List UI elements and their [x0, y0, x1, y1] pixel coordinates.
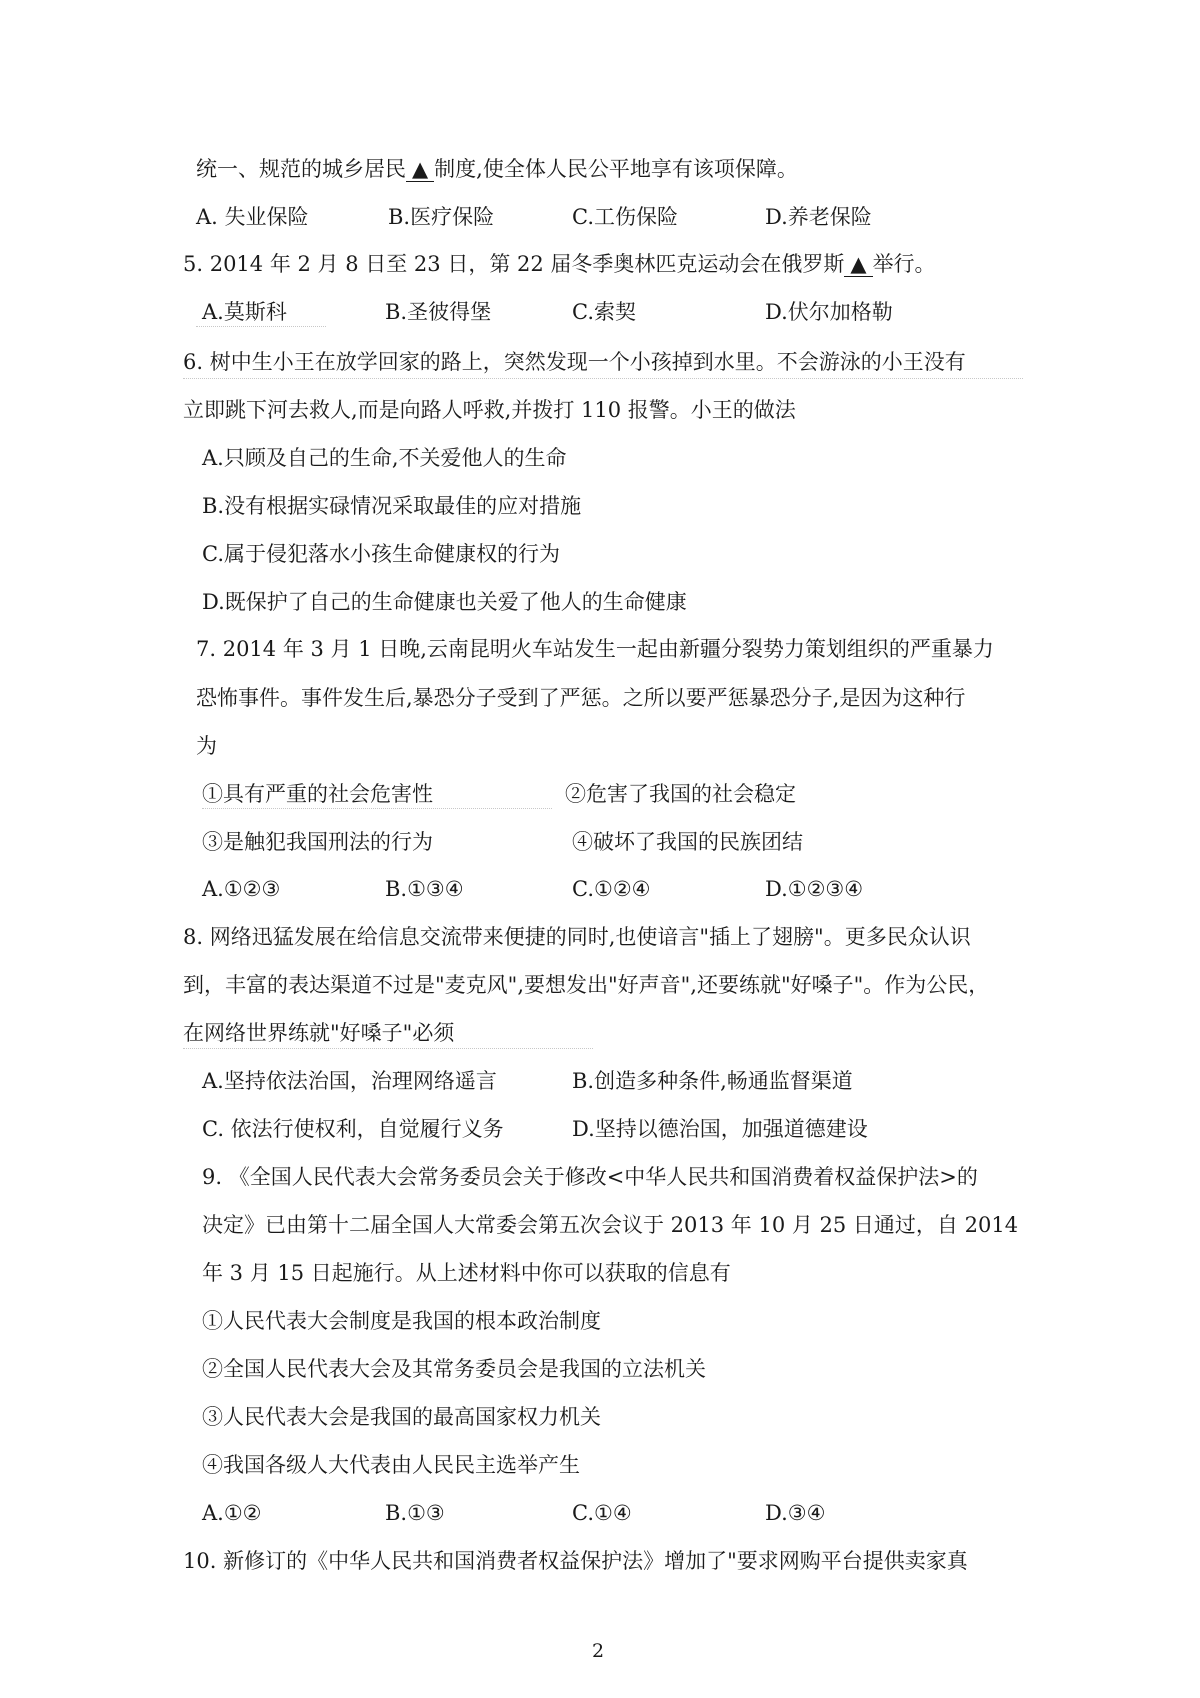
q7-option-c: C.①②④ — [572, 877, 651, 901]
q9-item-1: ①人民代表大会制度是我国的根本政治制度 — [202, 1309, 601, 1333]
q7-option-d: D.①②③④ — [765, 877, 864, 901]
q9-item-3: ③人民代表大会是我国的最高国家权力机关 — [202, 1405, 601, 1429]
q9-option-c: C.①④ — [572, 1501, 632, 1525]
q8-stem-line-3: 在网络世界练就"好嗓子"必须 — [183, 1021, 455, 1045]
q6-option-b: B.没有根据实碌情况采取最佳的应对措施 — [202, 494, 582, 518]
q4-option-b: B.医疗保险 — [388, 205, 495, 229]
q5-stem: 5. 2014 年 2 月 8 日至 23 日，第 22 届冬季奥林匹克运动会在俄罗斯 ▲ 举行。 — [183, 252, 936, 276]
q8-option-b: B.创造多种条件,畅通监督渠道 — [572, 1069, 853, 1093]
q8-stem-line-1: 8. 网络迅猛发展在给信息交流带来便捷的同时,也使谙言"插上了翅膀"。更多民众认识 — [183, 925, 971, 949]
q9-item-2: ②全国人民代表大会及其常务委员会是我国的立法机关 — [202, 1357, 706, 1381]
q6-option-d: D.既保护了自己的生命健康也关爱了他人的生命健康 — [202, 590, 687, 614]
q8-stem-line-2: 到，丰富的表达渠道不过是"麦克风",要想发出"好声音",还要练就"好嗓子"。作为公民， — [183, 973, 990, 997]
page-number: 2 — [592, 1640, 605, 1662]
dotted-underline — [202, 808, 552, 809]
q9-option-b: B.①③ — [385, 1501, 445, 1525]
q7-item-2: ②危害了我国的社会稳定 — [565, 782, 796, 806]
q5-option-a: A.莫斯科 — [202, 300, 287, 324]
q9-option-d: D.③④ — [765, 1501, 826, 1525]
q4-option-d: D.养老保险 — [765, 205, 872, 229]
q7-option-b: B.①③④ — [385, 877, 464, 901]
q7-stem-line-2: 恐怖事件。事件发生后,暴恐分子受到了严惩。之所以要严惩暴恐分子,是因为这种行 — [196, 686, 966, 710]
q8-option-d: D.坚持以德治国，加强道德建设 — [572, 1117, 868, 1141]
q9-option-a: A.①② — [202, 1501, 262, 1525]
dotted-underline — [196, 326, 326, 327]
q7-stem-line-3: 为 — [196, 734, 217, 758]
q4-option-a: A. 失业保险 — [196, 205, 309, 229]
answer-blank: ▲ — [406, 157, 434, 182]
q8-option-a: A.坚持依法治国，治理网络遥言 — [202, 1069, 497, 1093]
q6-stem-line-1: 6. 树中生小王在放学回家的路上，突然发现一个小孩掉到水里。不会游泳的小王没有 — [183, 350, 966, 374]
q9-item-4: ④我国各级人大代表由人民民主选举产生 — [202, 1453, 580, 1477]
q8-option-c: C. 依法行使权利，自觉履行义务 — [202, 1117, 504, 1141]
q7-item-3: ③是触犯我国刑法的行为 — [202, 830, 433, 854]
q4-option-c: C.工伤保险 — [572, 205, 678, 229]
q9-stem-line-2: 决定》已由第十二届全国人大常委会第五次会议于 2013 年 10 月 25 日通过，自 2014 — [202, 1213, 1019, 1237]
dotted-underline — [183, 1048, 593, 1049]
answer-blank: ▲ — [844, 252, 872, 277]
q7-item-1: ①具有严重的社会危害性 — [202, 782, 433, 806]
q6-stem-line-2: 立即跳下河去救人,而是向路人呼救,并拨打 110 报警。小王的做法 — [183, 398, 796, 422]
q10-stem-line-1: 10. 新修订的《中华人民共和国消费者权益保护法》增加了"要求网购平台提供卖家真 — [183, 1549, 968, 1573]
q7-option-a: A.①②③ — [202, 877, 281, 901]
q5-option-c: C.索契 — [572, 300, 636, 324]
q9-stem-line-3: 年 3 月 15 日起施行。从上述材料中你可以获取的信息有 — [202, 1261, 731, 1285]
q6-option-a: A.只顾及自己的生命,不关爱他人的生命 — [202, 446, 567, 470]
q5-option-b: B.圣彼得堡 — [385, 300, 492, 324]
q4-stem: 统一、规范的城乡居民 ▲ 制度,使全体人民公平地享有该项保障。 — [196, 157, 798, 181]
q9-stem-line-1: 9. 《全国人民代表大会常务委员会关于修改<中华人民共和国消费着权益保护法>的 — [202, 1165, 978, 1189]
q7-item-4: ④破坏了我国的民族团结 — [572, 830, 803, 854]
q5-option-d: D.伏尔加格勒 — [765, 300, 893, 324]
q6-option-c: C.属于侵犯落水小孩生命健康权的行为 — [202, 542, 560, 566]
q7-stem-line-1: 7. 2014 年 3 月 1 日晚,云南昆明火车站发生一起由新疆分裂势力策划组织的严重暴力 — [196, 637, 994, 661]
dotted-underline — [183, 378, 1023, 379]
